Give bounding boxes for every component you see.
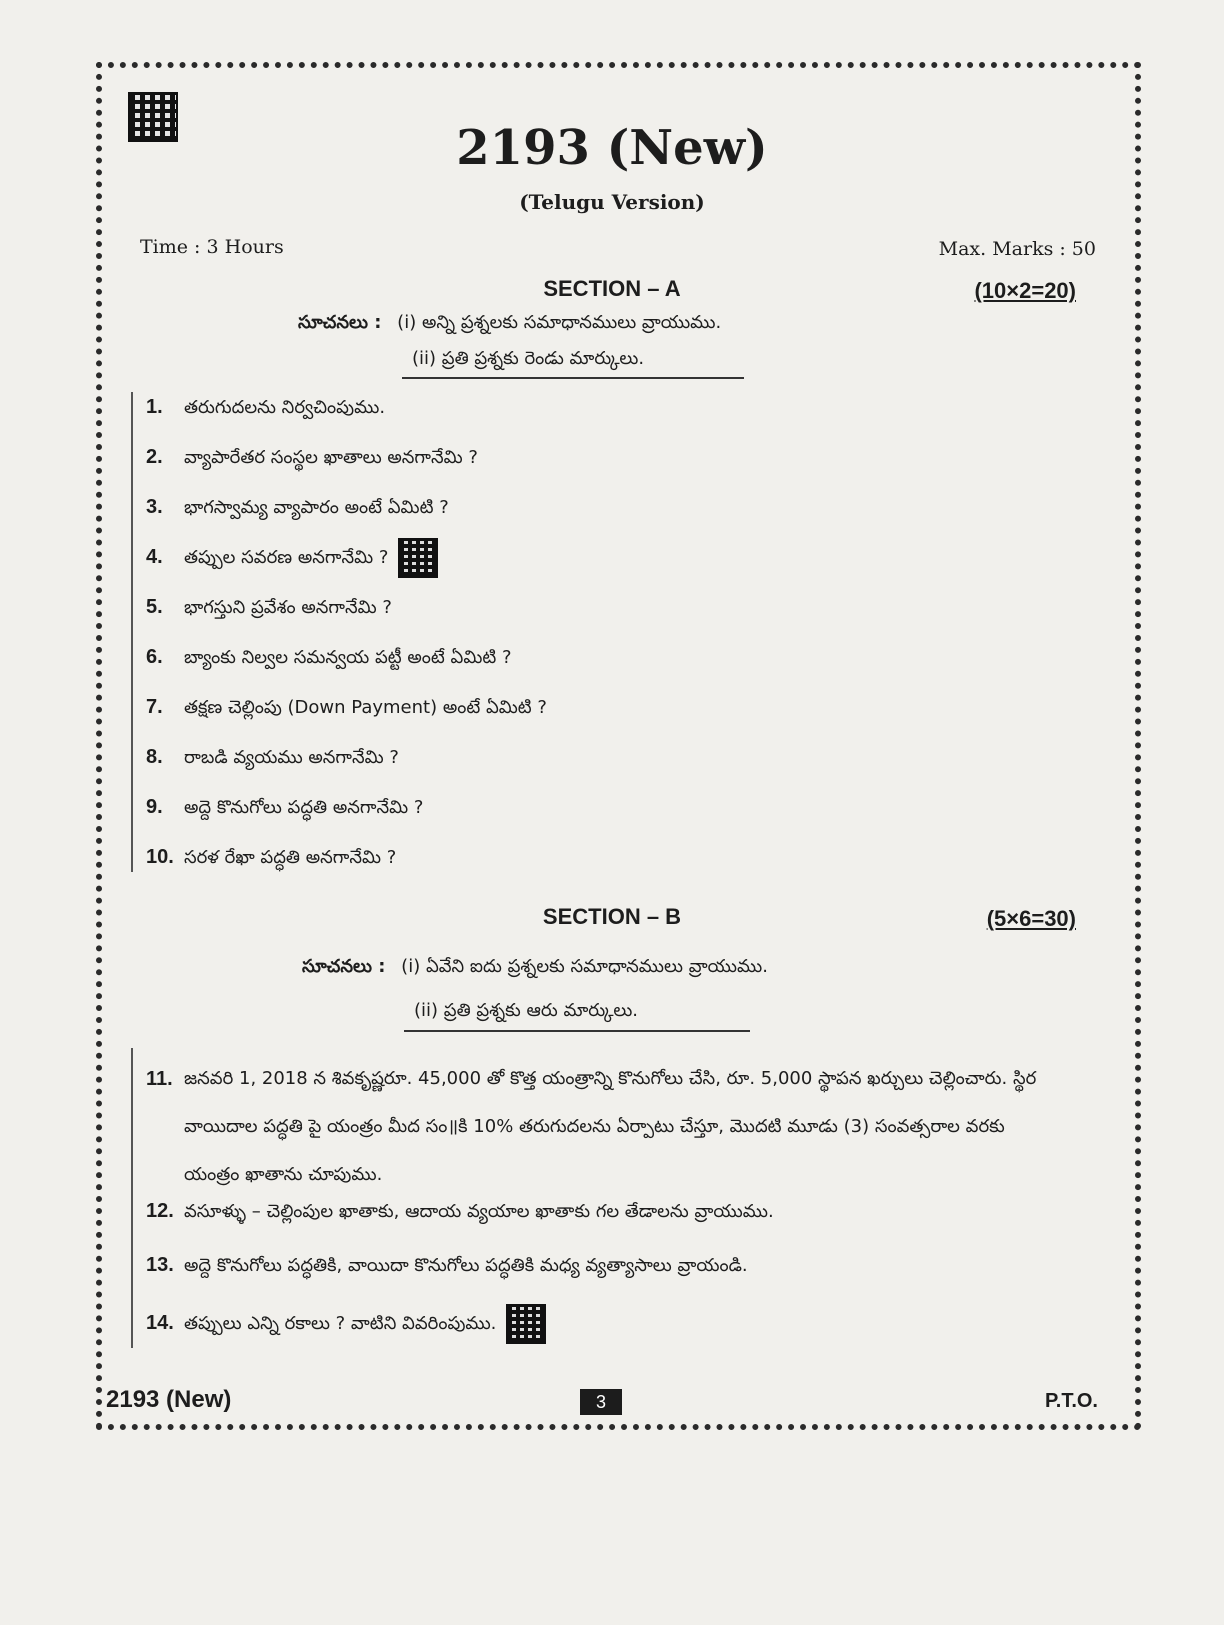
paper-subtitle: (Telugu Version) — [519, 190, 705, 214]
question-5: 5. భాగస్తుని ప్రవేశం అనగానేమి ? — [146, 596, 392, 618]
qr-code-icon — [398, 538, 438, 578]
section-a-marks: (10×2=20) — [974, 278, 1076, 303]
question-7: 7. తక్షణ చెల్లింపు (Down Payment) అంటే ఏమిటి ? — [146, 696, 547, 718]
paper-title: 2193 (New) — [456, 120, 768, 176]
question-14: 14. తప్పులు ఎన్ని రకాలు ? వాటిని వివరింపుము. — [146, 1304, 546, 1344]
question-11: 11. జనవరి 1, 2018 న శివకృష్ణరూ. 45,000 తో కొత్త యంత్రాన్ని కొనుగోలు చేసి, రూ. 5,000 స్థాపన ఖర్చులు చెల్లించారు. స్థిర వాయిదాల పద్ధతి పై యంత్రం మీద సం॥కి 10% తరుగుదలను ఏర్పాటు చేస్తూ, మొదటి మూడు (3) సంవత్సరాల వరకు యంత్రం ఖాతాను చూపుము. — [146, 1068, 1037, 1185]
footer-paper-code: 2193 (New) — [106, 1386, 232, 1413]
question-12: 12. వసూళ్ళు – చెల్లింపుల ఖాతాకు, ఆదాయ వ్యయాల ఖాతాకు గల తేడాలను వ్రాయుము. — [146, 1200, 774, 1222]
instruction-label: సూచనలు : — [298, 312, 382, 333]
section-b-underline — [404, 1030, 750, 1032]
section-b-instruction-2 — [414, 1000, 638, 1025]
section-b-heading: SECTION – B — [542, 904, 682, 929]
section-b-instruction-1 — [302, 956, 768, 981]
question-10: 10. సరళ రేఖా పద్ధతి అనగానేమి ? — [146, 846, 397, 868]
instruction-label: సూచనలు : — [302, 956, 386, 977]
margin-line — [131, 1048, 133, 1348]
time-label: Time : 3 Hours — [140, 236, 284, 258]
instruction-text: (ii) ప్రతి ప్రశ్నకు రెండు మార్కులు. — [412, 348, 645, 369]
section-a-instruction-2 — [412, 348, 644, 373]
question-4: 4. తప్పుల సవరణ అనగానేమి ? — [146, 538, 438, 578]
qr-code-icon — [506, 1304, 546, 1344]
question-6: 6. బ్యాంకు నిల్వల సమన్వయ పట్టీ అంటే ఏమిటి ? — [146, 646, 512, 668]
page-number: 3 — [580, 1389, 622, 1415]
instruction-text: (i) ఏవేని ఐదు ప్రశ్నలకు సమాధానములు వ్రాయుము. — [401, 956, 768, 977]
section-a-heading: SECTION – A — [543, 276, 681, 301]
question-9: 9. అద్దె కొనుగోలు పద్ధతి అనగానేమి ? — [146, 796, 424, 818]
section-a-instruction-1 — [298, 312, 721, 337]
question-1: 1. తరుగుదలను నిర్వచింపుము. — [146, 396, 386, 418]
max-marks-label: Max. Marks : 50 — [938, 238, 1096, 260]
question-8: 8. రాబడి వ్యయము అనగానేమి ? — [146, 746, 399, 768]
question-2: 2. వ్యాపారేతర సంస్థల ఖాతాలు అనగానేమి ? — [146, 446, 478, 468]
question-13: 13. అద్దె కొనుగోలు పద్ధతికి, వాయిదా కొనుగోలు పద్ధతికి మధ్య వ్యత్యాసాలు వ్రాయండి. — [146, 1254, 748, 1276]
pto-label: P.T.O. — [1045, 1390, 1098, 1412]
question-3: 3. భాగస్వామ్య వ్యాపారం అంటే ఏమిటి ? — [146, 496, 449, 518]
instruction-text: (ii) ప్రతి ప్రశ్నకు ఆరు మార్కులు. — [414, 1000, 639, 1021]
section-a-underline — [402, 377, 744, 379]
instruction-text: (i) అన్ని ప్రశ్నలకు సమాధానములు వ్రాయుము. — [397, 312, 722, 333]
section-b-marks: (5×6=30) — [986, 906, 1076, 931]
margin-line — [131, 392, 133, 872]
